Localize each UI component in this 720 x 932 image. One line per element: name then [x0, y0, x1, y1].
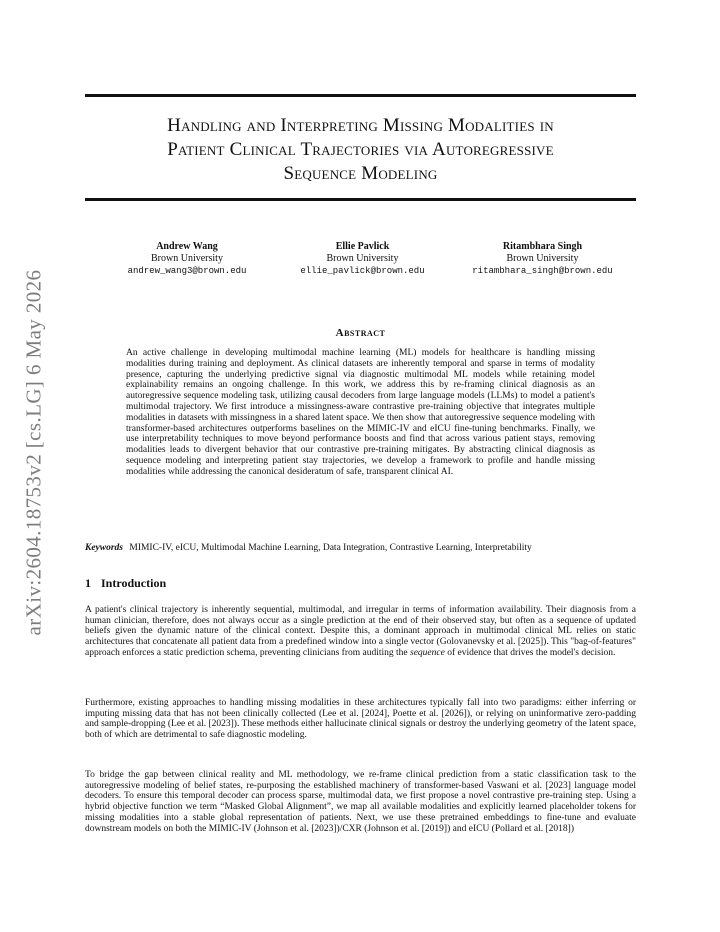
arxiv-identifier: arXiv:2604.18753v2 [cs.LG] 6 May 2026: [21, 269, 46, 636]
paper-title: [85, 114, 636, 186]
intro-paragraph-2: Furthermore, existing approaches to handling missing modalities in these architectures typically fall into two paradigms: either inferring or imputing missing data that has not been clinically collected (Lee et al. [2024], Poette et al. [2026]), or relying on uninformative zero-padding and sample-dropping (Lee et al. [2023]). These methods either hallucinate clinical signals or destroy the underlying geometry of the latent space, both of which are detrimental to safe diagnostic modeling.: [85, 698, 636, 741]
abstract-heading: Abstract: [335, 327, 386, 339]
section-heading-introduction: [85, 576, 636, 591]
section-title: Introduction: [101, 576, 167, 590]
author-name: Ritambhara Singh: [502, 241, 583, 252]
keywords: [85, 543, 636, 554]
abstract-text: An active challenge in developing multimodal machine learning (ML) models for healthcare is handling missing modalities during training and deployment. As clinical datasets are inherently temporal and sparse in terms of modality presence, capturing the underlying predictive signal via diagnostic multimodal ML models while retaining model explainability remains an ongoing challenge. In this work, we address this by re-framing clinical diagnosis as an autoregressive sequence modeling task, utilizing causal decoders from large language models (LLMs) to model a patient's multimodal trajectory. We first introduce a missingness-aware contrastive pre-training objective that integrates multiple modalities in datasets with missingness in a shared latent space. We then show that autoregressive sequence modeling with transformer-based architectures outperforms baselines on the MIMIC-IV and eICU fine-tuning benchmarks. Finally, we use interpretability techniques to move beyond performance boosts and find that across various patient stays, removing modalities leads to divergent behavior that our contrastive pre-training mitigates. By abstracting clinical diagnosis as sequence modeling and interpreting patient stay trajectories, we develop a framework to profile and handle missing modalities while addressing the canonical desideratum of safe, transparent clinical AI.: [126, 348, 595, 477]
title-line-2: Patient Clinical Trajectories via Autoregressive: [167, 139, 554, 160]
title-top-rule: [85, 94, 636, 97]
author-name: Andrew Wang: [156, 241, 218, 252]
author-affiliation: Brown University: [506, 253, 579, 264]
author-ellie-pavlick: [275, 241, 450, 277]
intro-paragraph-3: To bridge the gap between clinical reality and ML methodology, we re-frame clinical prediction from a static classification task to the autoregressive modeling of belief states, re-purposing the established machinery of transformer-based Vaswani et al. [2023] language model decoders. To ensure this temporal decoder can process sparse, multimodal data, we first propose a novel contrastive pre-training step. Using a hybrid objective function we term “Masked Global Alignment”, we map all available modalities and explicitly learned placeholder tokens for missing modalities into a stable global representation of patients. Next, we use these pretrained embeddings to fine-tune and evaluate downstream models on both the MIMIC-IV (Johnson et al. [2023])/CXR (Johnson et al. [2019]) and eICU (Pollard et al. [2018]): [85, 770, 636, 834]
emphasized-text: sequence: [410, 647, 445, 658]
title-line-3: Sequence Modeling: [283, 163, 438, 184]
intro-paragraph-1: [85, 605, 636, 659]
author-ritambhara-singh: [450, 241, 635, 277]
author-email: ellie_pavlick@brown.edu: [300, 266, 425, 276]
author-email: andrew_wang3@brown.edu: [127, 266, 247, 276]
author-block: [85, 241, 636, 281]
title-line-1: Handling and Interpreting Missing Modalities in: [167, 115, 554, 136]
arxiv-stamp: [12, 260, 56, 645]
keywords-list: MIMIC-IV, eICU, Multimodal Machine Learning, Data Integration, Contrastive Learning, Interpretability: [129, 543, 532, 553]
keywords-label: Keywords: [85, 543, 123, 553]
author-name: Ellie Pavlick: [335, 241, 390, 252]
paragraph-text: of evidence that drives the model's decision.: [444, 647, 616, 658]
author-email: ritambhara_singh@brown.edu: [472, 266, 613, 276]
section-number: 1: [85, 576, 91, 590]
paragraph-text: A patient's clinical trajectory is inherently sequential, multimodal, and irregular in terms of information availability. Their diagnosis from a human clinician, therefore, does not always occur as a single prediction at the end of their observed stay, but often as a sequence of updated beliefs given the dynamic nature of the clinical context. Despite this, a dominant approach in multimodal clinical ML relies on static architectures that concatenate all patient data from a predefined window into a single vector (Golovanevsky et al. [2025]). This "bag-of-features" approach enforces a static prediction schema, preventing clinicians from auditing the: [85, 605, 636, 658]
title-bottom-rule: [85, 198, 636, 201]
author-affiliation: Brown University: [151, 253, 223, 264]
author-andrew-wang: [107, 241, 267, 277]
author-affiliation: Brown University: [326, 253, 399, 264]
